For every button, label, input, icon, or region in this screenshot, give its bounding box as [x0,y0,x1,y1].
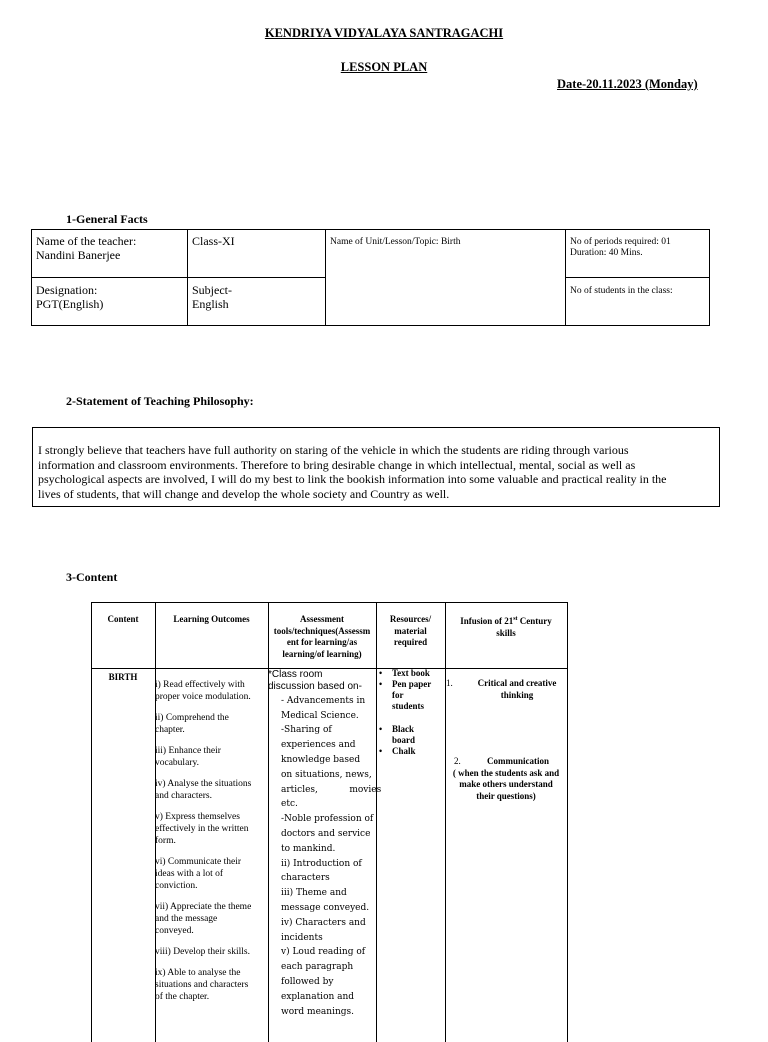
general-facts-heading: 1-General Facts [66,212,148,226]
header-resources-line: material [394,625,427,636]
table-border [91,602,568,603]
outcome-line: ix) Able to analyse the [155,968,241,978]
assessment-line: incidents [281,932,323,943]
assessment-intro-line: discussion based on- [268,681,362,693]
resource-item [376,679,445,712]
resources-list [376,668,445,757]
outcome-item [155,679,268,703]
assessment-line: v) Loud reading of [281,947,366,958]
skill-line: make others understand [459,779,553,789]
periods-cell [565,229,710,278]
assessment-line: -Sharing of [281,725,332,736]
class-value: Class-XI [192,234,235,248]
assessment-line: word meanings. [281,1006,354,1017]
unit-topic: Name of Unit/Lesson/Topic: Birth [330,237,461,247]
document-title: LESSON PLAN [340,60,428,74]
resource-line: students [392,701,425,711]
outcome-line: conveyed. [155,926,194,936]
outcome-line: viii) Develop their skills. [155,947,250,957]
resource-line: Pen paper [392,679,432,689]
skill-line: ( when the students ask and [452,767,560,778]
lesson-date: Date-20.11.2023 (Monday) [557,77,698,91]
skill-number: 1. [446,678,453,688]
resource-item [376,668,445,679]
assessment-line: on situations, news, [281,769,372,780]
students-cell [565,277,710,326]
philosophy-box [32,427,720,507]
header-skills-line [445,614,567,628]
header-skills-sup: st [513,616,518,622]
assessment-line: articles, movies [281,784,382,795]
assessment-line: message conveyed. [281,902,370,913]
skill-text [445,678,567,701]
philosophy-line: psychological aspects are involved, I will do my best to link the bookish information into some valuable and practical reality in the [38,472,667,487]
outcome-line: iv) Analyse the situations [155,779,252,789]
learning-outcomes-list [155,679,268,1012]
subject-cell [187,277,326,326]
header-assessment-line: ent for learning/as [286,637,358,647]
resource-line: Black [392,724,415,734]
outcome-item [155,856,268,892]
outcome-line: ii) Comprehend the [155,713,229,723]
header-resources-line: required [393,637,428,647]
designation-value: PGT(English) [36,297,104,311]
outcome-item [155,811,268,847]
outcome-item [155,967,268,1003]
assessment-line: - Advancements in [281,695,366,706]
outcome-line: proper voice modulation. [155,692,251,702]
resource-item [376,724,445,746]
students-count: No of students in the class: [570,286,673,296]
philosophy-line: lives of students, that will change and develop the whole society and Country as well. [38,486,450,501]
table-border [445,602,446,1042]
skill-line: Critical and creative [477,678,557,688]
assessment-line: iv) Characters and [281,917,366,928]
outcome-line: situations and characters [155,980,249,990]
assessment-line: -Noble profession of [281,814,374,825]
designation-label: Designation: [36,283,98,297]
skill-line: thinking [500,689,534,700]
school-name: KENDRIYA VIDYALAYA SANTRAGACHI [264,26,504,40]
header-skills [445,614,567,639]
resource-item [376,746,445,757]
header-skills-line: skills [496,627,516,638]
periods-required: No of periods required: 01 [570,237,671,247]
content-topic: BIRTH [108,672,138,682]
assessment-intro-line: *Class room [268,669,323,680]
duration: Duration: 40 Mins. [570,248,643,258]
table-border [91,602,92,1042]
outcome-item [155,946,268,958]
assessment-line: experiences and [281,740,356,751]
assessment-line: characters [281,873,330,884]
skill-line: their questions) [476,790,536,801]
table-border [567,602,568,1042]
resource-line: Text book [392,668,430,678]
skill-item [445,756,567,802]
header-assessment-line: learning/of learning) [282,648,362,659]
outcome-item [155,712,268,736]
philosophy-heading: 2-Statement of Teaching Philosophy: [66,394,254,408]
outcome-item [155,901,268,937]
outcome-line: effectively in the written [155,824,249,834]
assessment-line: ii) Introduction of [281,858,362,869]
outcome-line: vi) Communicate their [155,857,242,867]
assessment-line: followed by [281,976,334,987]
assessment-line: knowledge based [281,755,361,765]
content-heading: 3-Content [66,570,118,584]
outcome-line: form. [155,836,176,846]
assessment-line: explanation and [281,991,355,1002]
outcome-line: iii) Enhance their [155,746,221,756]
outcome-line: vii) Appreciate the theme [155,902,252,912]
header-content: Content [107,614,139,624]
resource-line: board [392,735,416,745]
header-assessment-line: tools/techniques(Assessm [273,625,371,636]
teacher-label: Name of the teacher: [36,234,137,248]
skill-number: 2. [454,756,461,766]
skill-item [445,678,567,701]
assessment-line: etc. [281,799,298,810]
outcome-line: ideas with a lot of [155,869,224,879]
assessment-line: Medical Science. [281,710,359,721]
resource-line: for [392,690,404,700]
outcome-line: of the chapter. [155,992,210,1002]
header-resources [376,614,445,649]
content-table [91,602,568,1042]
resource-line: Chalk [392,746,416,756]
outcome-line: vocabulary. [155,758,199,768]
designation-cell [31,277,188,326]
subject-value: English [192,297,229,311]
unit-cell [325,229,566,326]
skill-line: Communication [486,756,549,766]
outcome-item [155,745,268,769]
philosophy-line: I strongly believe that teachers have full authority on staring of the vehicle in which the students are riding through various [38,443,629,457]
header-assessment-line: Assessment [300,614,344,624]
assessment-line: to mankind. [281,843,336,854]
header-skills-text: Infusion of 21 [460,616,514,626]
outcome-line: and the message [155,914,218,924]
header-resources-line: Resources/ [389,614,432,624]
assessment-list [268,669,382,1019]
class-cell [187,229,326,278]
outcome-item [155,778,268,802]
assessment-line: iii) Theme and [281,888,347,899]
outcome-line: and characters. [155,791,212,801]
subject-label: Subject- [192,283,232,297]
skills-list [445,678,567,802]
teacher-cell [31,229,188,278]
philosophy-line: information and classroom environments. Therefore to bring desirable change in which intellectual, mental, social as well as [38,457,636,472]
teacher-name: Nandini Banerjee [36,248,121,262]
assessment-line: doctors and service [281,828,371,839]
assessment-items [268,694,382,1020]
assessment-line: each paragraph [281,962,354,973]
outcome-line: conviction. [155,881,198,891]
outcome-line: chapter. [155,725,185,735]
header-learning-outcomes: Learning Outcomes [173,614,250,624]
header-assessment [268,614,376,660]
outcome-line: i) Read effectively with [155,680,245,690]
outcome-line: v) Express themselves [155,812,240,822]
header-skills-text: Century [517,616,552,626]
